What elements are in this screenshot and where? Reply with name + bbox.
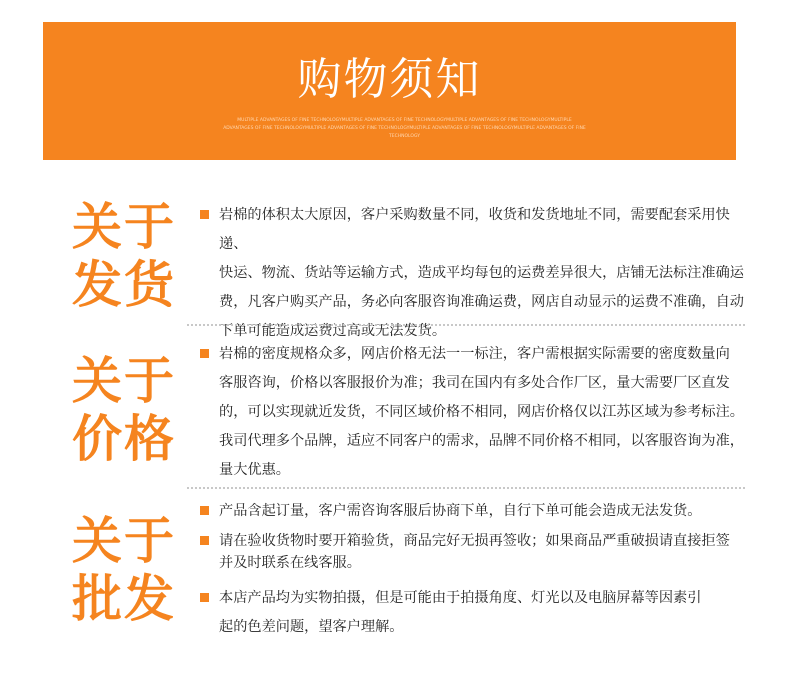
section-label-line1: 关于 xyxy=(72,512,176,570)
item-line: 产品含起订量，客户需咨询客服后协商下单，自行下单可能会造成无法发货。 xyxy=(219,503,702,519)
section-label-line2: 发货 xyxy=(72,256,176,314)
bullet-square-icon xyxy=(200,536,209,545)
section-divider xyxy=(187,324,745,326)
item-line: 请在验收货物时要开箱验货，商品完好无损再签收；如果商品严重破损请直接拒签 xyxy=(219,533,730,549)
list-item xyxy=(200,530,745,574)
item-line: 的，可以实现就近发货，不同区域价格不相同，网店价格仅以江苏区域为参考标注。 xyxy=(219,404,744,420)
item-line: 并及时联系在线客服。 xyxy=(219,555,361,571)
bullet-square-icon xyxy=(200,210,209,219)
header-banner xyxy=(43,22,736,160)
list-item xyxy=(200,340,745,485)
item-line: 起的色差问题，望客户理解。 xyxy=(219,619,404,635)
section-price-content xyxy=(200,340,745,485)
bullet-square-icon xyxy=(200,506,209,515)
section-shipping-label xyxy=(72,198,182,314)
section-divider xyxy=(187,487,745,489)
section-label-line2: 批发 xyxy=(72,570,176,628)
item-line: 费，凡客户购买产品，务必向客服咨询准确运费，网店自动显示的运费不准确，自动 xyxy=(219,294,744,310)
item-line: 岩棉的体积太大原因，客户采购数量不同，收货和发货地址不同，需要配套采用快递、 xyxy=(219,207,730,252)
section-wholesale-content xyxy=(200,497,745,526)
section-wholesale-content xyxy=(200,530,745,574)
section-price-label xyxy=(72,352,182,468)
item-line: 客服咨询，价格以客服报价为准；我司在国内有多处合作厂区，量大需要厂区直发 xyxy=(219,375,730,391)
section-wholesale-label xyxy=(72,512,182,628)
item-line: 快运、物流、货站等运输方式，造成平均每包的运费差异很大，店铺无法标注准确运 xyxy=(219,265,744,281)
bullet-square-icon xyxy=(200,593,209,602)
list-item xyxy=(200,584,745,642)
banner-subtitle: MULTIPLE ADVANTAGES OF FINE TECHNOLOGYMULTIPLE ADVANTAGES OF FINE TECHNOLOGYMULTIPLE ADVANTAGES OF FINE TECHNOLOGYMULTIPLE ADVANTAGES OF FINE TECHNOLOGYMULTIPLE ADVANTAGES OF FINE TECHNOLOGYMULTIPLE ADVANTAGES OF FINE TECHNOLOGYMULTIPLE ADVANTAGES OF FINE TECHNOLOGY xyxy=(223,118,586,139)
item-line: 量大优惠。 xyxy=(219,462,290,478)
section-label-line2: 价格 xyxy=(72,410,176,468)
list-item xyxy=(200,497,745,526)
bullet-square-icon xyxy=(200,349,209,358)
page-title: 购物须知 xyxy=(297,54,482,105)
section-label-line1: 关于 xyxy=(72,198,176,256)
item-line: 我司代理多个品牌，适应不同客户的需求，品牌不同价格不相同，以客服咨询为准， xyxy=(219,433,744,449)
item-line: 岩棉的密度规格众多，网店价格无法一一标注，客户需根据实际需要的密度数量向 xyxy=(219,346,730,362)
section-label-line1: 关于 xyxy=(72,352,176,410)
item-line: 下单可能造成运费过高或无法发货。 xyxy=(219,323,447,339)
section-wholesale-content xyxy=(200,584,745,642)
item-line: 本店产品均为实物拍摄，但是可能由于拍摄角度、灯光以及电脑屏幕等因素引 xyxy=(219,590,702,606)
